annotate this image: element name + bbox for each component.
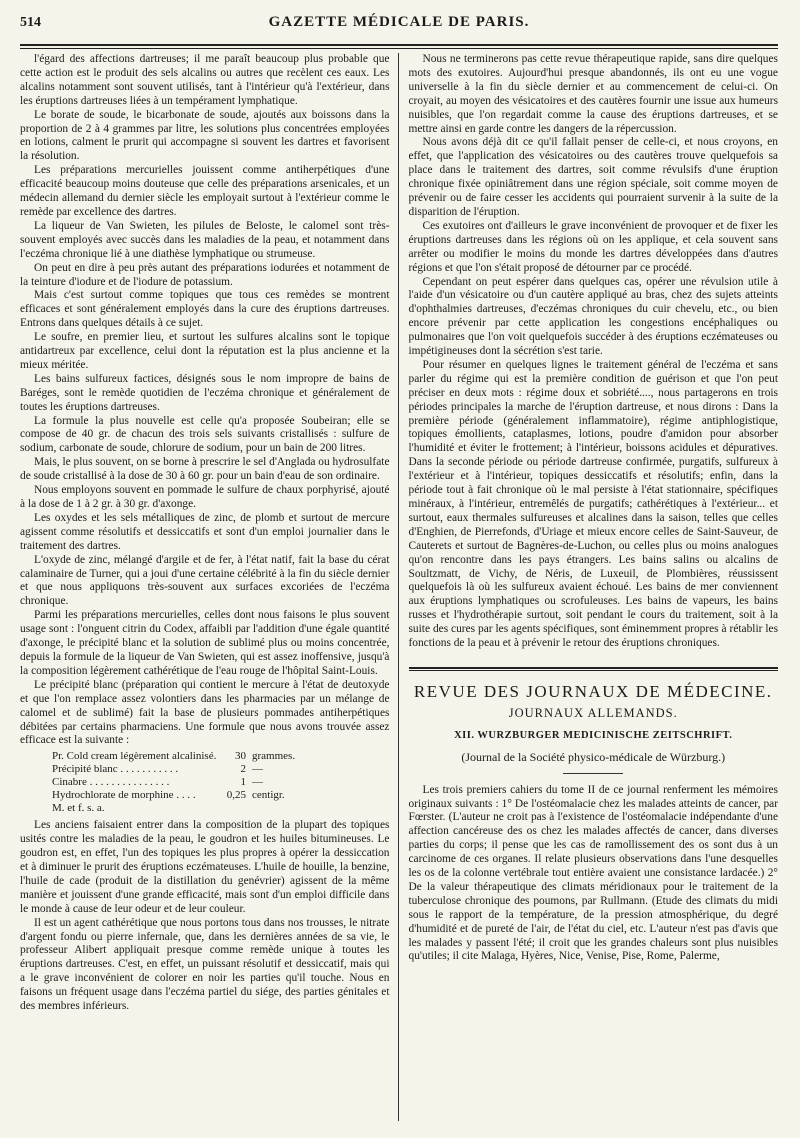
page-number: 514 bbox=[20, 15, 41, 30]
paragraph: La liqueur de Van Swieten, les pilules de Beloste, le calomel sont très-souvent employés avec succès dans les maladies de la peau, et notamment dans l'eczéma chronique lié à une diathèse lymphatique ou strumeuse. bbox=[20, 219, 390, 260]
formula-ingredient: Cinabre . . . . . . . . . . . . . . . bbox=[52, 776, 170, 789]
formula-ingredient: Pr. Cold cream légèrement alcalinisé. bbox=[52, 750, 217, 763]
formula-unit: — bbox=[252, 763, 263, 776]
formula-quantity: 1 bbox=[240, 776, 246, 789]
columns bbox=[20, 53, 778, 1121]
paragraph: Nous employons souvent en pommade le sulfure de chaux porphyrisé, ajouté à la dose de 1 à 2 gr. à 30 gr. d'axonge. bbox=[20, 484, 390, 510]
paragraph: Mais, le plus souvent, on se borne à prescrire le sel d'Anglada ou hydrosulfate de soude cristallisé à la dose de 30 à 60 gr. pour un bain d'eau de son ordinaire. bbox=[20, 456, 390, 483]
paragraph: Les oxydes et les sels métalliques de zinc, de plomb et surtout de mercure agissent comme résolutifs et dessiccatifs et sont d'un emploi journalier dans le traitement des dartres. bbox=[20, 511, 390, 552]
formula-instruction: M. et f. s. a. bbox=[52, 802, 105, 815]
formula-row bbox=[52, 776, 390, 789]
formula-unit: grammes. bbox=[252, 750, 296, 763]
paragraph: Le précipité blanc (préparation qui contient le mercure à l'état de deutoxyde et que l'on remplace assez volontiers dans les pharmacies par un mélange de calomel et de sublimé) fait la base de plusieurs pommades antiherpétiques débitées par certains pharmaciens. Une formule que nous avons trouvée assez efficace est la suivante : bbox=[20, 678, 390, 747]
left-column bbox=[20, 53, 398, 1121]
paragraph: La formule la plus nouvelle est celle qu'a proposée Soubeiran; elle se compose de 40 gr. de chacun des trois sels suivants cristallisés : sulfure de sodium, carbonate de soude, chlorure de sodium, pour un bain de 200 litres. bbox=[20, 414, 390, 455]
paragraph: Pour résumer en quelques lignes le traitement général de l'eczéma et sans parler du régime qui est la première condition de guérison et que l'on peut préciser en deux mots : régime doux et sobriété...., nous partagerons en trois périodes principales la marche de l'éruption dartreuse, et nous dirons : Dans la première période (généralement inflammatoire), régime antiphlogistique, topiques émollients, cataplasmes, lotions, poudre d'amidon pour absorber l'humidité et éviter le frottement; à l'intérieur, boissons acidules et dépuratives. Dans la seconde période ou période dartreuse confirmée, purgatifs, sulfureux à l'extérieur et à l'intérieur, topiques dessiccatifs et résolutifs; enfin, dans la période tout à fait chronique où le mal persiste à l'état stationnaire, spécifiques minéraux, à l'intérieur, entremêlés de purgatifs; cathérétiques à l'extérieur... et surtout, eaux thermales sulfureuses et alcalines dans la saison, telles que celles d'Enghien, de Pierrefonds, d'Uriage et mieux encore celles de Saint-Sauveur, de Cauterets et surtout de Bagnères-de-Luchon, ou celles plus ou moins analogues qu'on rencontre dans les pays étrangers. Les bains salins ou alcalins de Soultzmatt, de Vichy, de Néris, de Luxeuil, de Plombières, réussissent quelquefois là où les sulfureux avaient échoué. Les bains de mer conviennent aux éruptions lymphatiques ou scrofuleuses. Les bains de vapeurs, les bains russes et l'hydrothérapie surtout, soit pendant le cours du traitement, soit à la suite des cures par les agents spécifiques, sont éminemment propres à rétablir les fonctions de la peau et à prévenir le retour des éruptions chroniques. bbox=[408, 358, 778, 650]
paragraph: Nous ne terminerons pas cette revue thérapeutique rapide, sans dire quelques mots des exutoires. Aujourd'hui presque abandonnés, ils ont eu une vogue universelle à la fin du siècle dernier et au commencement de celui-ci. On croyait, au moyen des vésicatoires et des cautères fournir une issue aux humeurs nuisibles, que l'on regardait comme la cause des éruptions dartreuses, et se mettre ainsi en garde contre les dangers de la répercussion. bbox=[408, 53, 778, 135]
paragraph: Les préparations mercurielles jouissent comme antiherpétiques d'une efficacité beaucoup moins douteuse que celle des préparations arsenicales, et un médecin allemand du dernier siècle les employait surtout à l'extérieur comme le remède par excellence des dartres. bbox=[20, 164, 390, 218]
formula-quantity: 30 bbox=[235, 750, 246, 763]
paragraph: Cependant on peut espérer dans quelques cas, opérer une révulsion utile à l'aide d'un vésicatoire ou d'un cautère appliqué au bras, chez des sujets atteints d'ophthalmies dartreuses, d'eczémas chroniques du cuir chevelu, etc., ou bien encore prévenir par cette application les congestions encéphaliques ou pulmonaires que l'on voit quelquefois succéder à des éruptions eczémateuses ou impétigineuses dont la sécrétion s'est tarie. bbox=[408, 275, 778, 358]
review-title: REVUE DES JOURNAUX DE MÉDECINE. bbox=[413, 681, 773, 701]
review-subtitle: JOURNAUX ALLEMANDS. bbox=[508, 705, 678, 720]
paragraph: Le borate de soude, le bicarbonate de soude, ajoutés aux boissons dans la proportion de 2 à 4 grammes par litre, les solutions plus concentrées employées en lotions, calment le prurit qui accompagne si souvent les dartres et favorisent la résolution. bbox=[20, 108, 390, 163]
page-header bbox=[20, 14, 778, 38]
formula-unit: — bbox=[252, 776, 263, 789]
paragraph: Nous avons déjà dit ce qu'il fallait penser de celle-ci, et nous croyons, en effet, que l'application des vésicatoires ou des cautères trouve quelquefois sa place dans le traitement des dartres, soit comme révulsifs d'une éruption chronique fixée opiniâtrement dans une région spéciale, soit comme moyen de prévenir ou de faire cesser les accidents qui pourraient survenir à la suite de la disparition de l'éruption. bbox=[408, 136, 778, 218]
formula-ingredient: Précipité blanc . . . . . . . . . . . bbox=[52, 763, 179, 776]
short-separator bbox=[563, 773, 623, 774]
paragraph: Les bains sulfureux factices, désignés sous le nom impropre de bains de Baréges, sont le remède quotidien de l'eczéma chronique et généralement de toutes les éruptions dartreuses. bbox=[20, 372, 390, 413]
paragraph: Ces exutoires ont d'ailleurs le grave inconvénient de provoquer et de fixer les éruptions dartreuses dans les régions où on les applique, et cela souvent sans arrêter ou modifier le moins du monde les dartres développées dans d'autres régions et que l'on s'était proposé de détourner par ce procédé. bbox=[408, 219, 778, 274]
paragraph: Le soufre, en premier lieu, et surtout les sulfures alcalins sont le topique antidartreux par excellence, celui dont la réputation est la plus ancienne et la mieux méritée. bbox=[20, 331, 390, 371]
paragraph: L'oxyde de zinc, mélangé d'argile et de fer, à l'état natif, fait la base du cérat calaminaire de Turner, qui a joui d'une certaine célébrité à la fin du siècle dernier et que nous appliquons très-souvent aux surfaces excoriées de l'eczéma chronique. bbox=[20, 553, 390, 608]
paragraph: Les trois premiers cahiers du tome II de ce journal renferment les mémoires originaux suivants : 1° De l'ostéomalacie chez les malades atteints de cancer, par Fœrster. (L'auteur ne croit pas à l'existence de l'ostéomalacie indépendante d'une affection cancéreuse des os chez les malades affectés de cancer, dans diverses parties du corps; il pense que les cas de ramollissement des os sont dus à un carcinome de ces organes. Il relate plusieurs observations dans l'une desquelles les os de la colonne vertébrale tout entière avaient une consistance lardacée.) 2° De la valeur thérapeutique des climats méridionaux pour le traitement de la tuberculose chronique des poumons, par Rullmann. (Etude des climats du midi sous le rapport de la température, de la pression atmosphérique, du degré d'humidité et de pureté de l'air, de l'état du ciel, etc. L'auteur n'est pas d'avis que les malades y passent l'été; il croit que les grandes chaleurs sont plus nuisibles qu'utiles; il cite Malaga, Hyères, Nice, Venise, Pise, Rome, Palerme, bbox=[408, 783, 778, 963]
formula-row bbox=[52, 763, 390, 776]
paragraph: Mais c'est surtout comme topiques que tous ces remèdes se montrent efficaces et sont généralement employés dans la cure des éruptions dartreuses. Entrons dans quelques détails à ce sujet. bbox=[20, 289, 390, 330]
prescription-formula bbox=[52, 750, 390, 815]
section-rule bbox=[409, 667, 779, 671]
journal-society: (Journal de la Société physico-médicale de Würzburg.) bbox=[461, 749, 726, 764]
right-column bbox=[399, 53, 779, 1121]
formula-row bbox=[52, 789, 390, 802]
formula-ingredient: Hydrochlorate de morphine . . . . bbox=[52, 789, 196, 802]
formula-row bbox=[52, 802, 390, 815]
running-title: GAZETTE MÉDICALE DE PARIS. bbox=[268, 14, 530, 30]
formula-unit: centigr. bbox=[252, 789, 285, 802]
formula-quantity: 2 bbox=[240, 763, 246, 776]
journal-name: XII. WURZBURGER MEDICINISCHE ZEITSCHRIFT. bbox=[454, 729, 733, 741]
paragraph: Parmi les préparations mercurielles, celles dont nous faisons le plus souvent usage sont : l'onguent citrin du Codex, affaibli par l'addition d'une égale quantité d'axonge, le précipité blanc et la solution de sublimé plus ou moins concentrée, depuis la formule de la liqueur de Van Swieten, qui est assez inoffensive, jusqu'à la composition légèrement cathérétique de l'eau rouge de l'hôpital Saint-Louis. bbox=[20, 609, 390, 677]
paragraph: On peut en dire à peu près autant des préparations iodurées et notamment de la teinture d'iodure et de l'iodure de potassium. bbox=[20, 261, 390, 288]
header-rule bbox=[20, 44, 778, 49]
paragraph: Les anciens faisaient entrer dans la composition de la plupart des topiques usités contre les maladies de la peau, le goudron et les huiles bitumineuses. Le goudron est, en effet, l'un des topiques les plus propres à opérer la dessiccation et à diminuer le prurit des éruptions eczémateuses. L'huile de houille, la benzine, l'huile de cade (produit de la distillation du genévrier) agissent de la même manière et jouissent d'une grande efficacité, mais sont d'un emploi difficile dans le monde à cause de leur odeur et de leur couleur. bbox=[20, 819, 390, 915]
paragraph: l'égard des affections dartreuses; il me paraît beaucoup plus probable que cette action est le produit des sels alcalins ou autres que recèlent ces eaux. Les alcalins notamment sont souvent utilisés, tant à l'intérieur qu'à l'extérieur, dans les éruptions dartreuses liées à un tempérament lymphatique. bbox=[20, 53, 390, 107]
formula-quantity: 0,25 bbox=[226, 789, 246, 802]
paragraph: Il est un agent cathérétique que nous portons tous dans nos trousses, le nitrate d'argent fondu ou pierre infernale, que, dans les dernières années de sa vie, le professeur Alibert appliquait presque comme remède unique à toutes les éruptions dartreuses. C'est, en effet, un puissant résolutif et dessiccatif, mais qui a le grave inconvénient de colorer en noir les parties qu'il touche. Nous en faisons un fréquent usage dans l'eczéma partiel du siége, des parties génitales et des membres inférieurs. bbox=[20, 916, 390, 1013]
formula-row bbox=[52, 750, 390, 763]
